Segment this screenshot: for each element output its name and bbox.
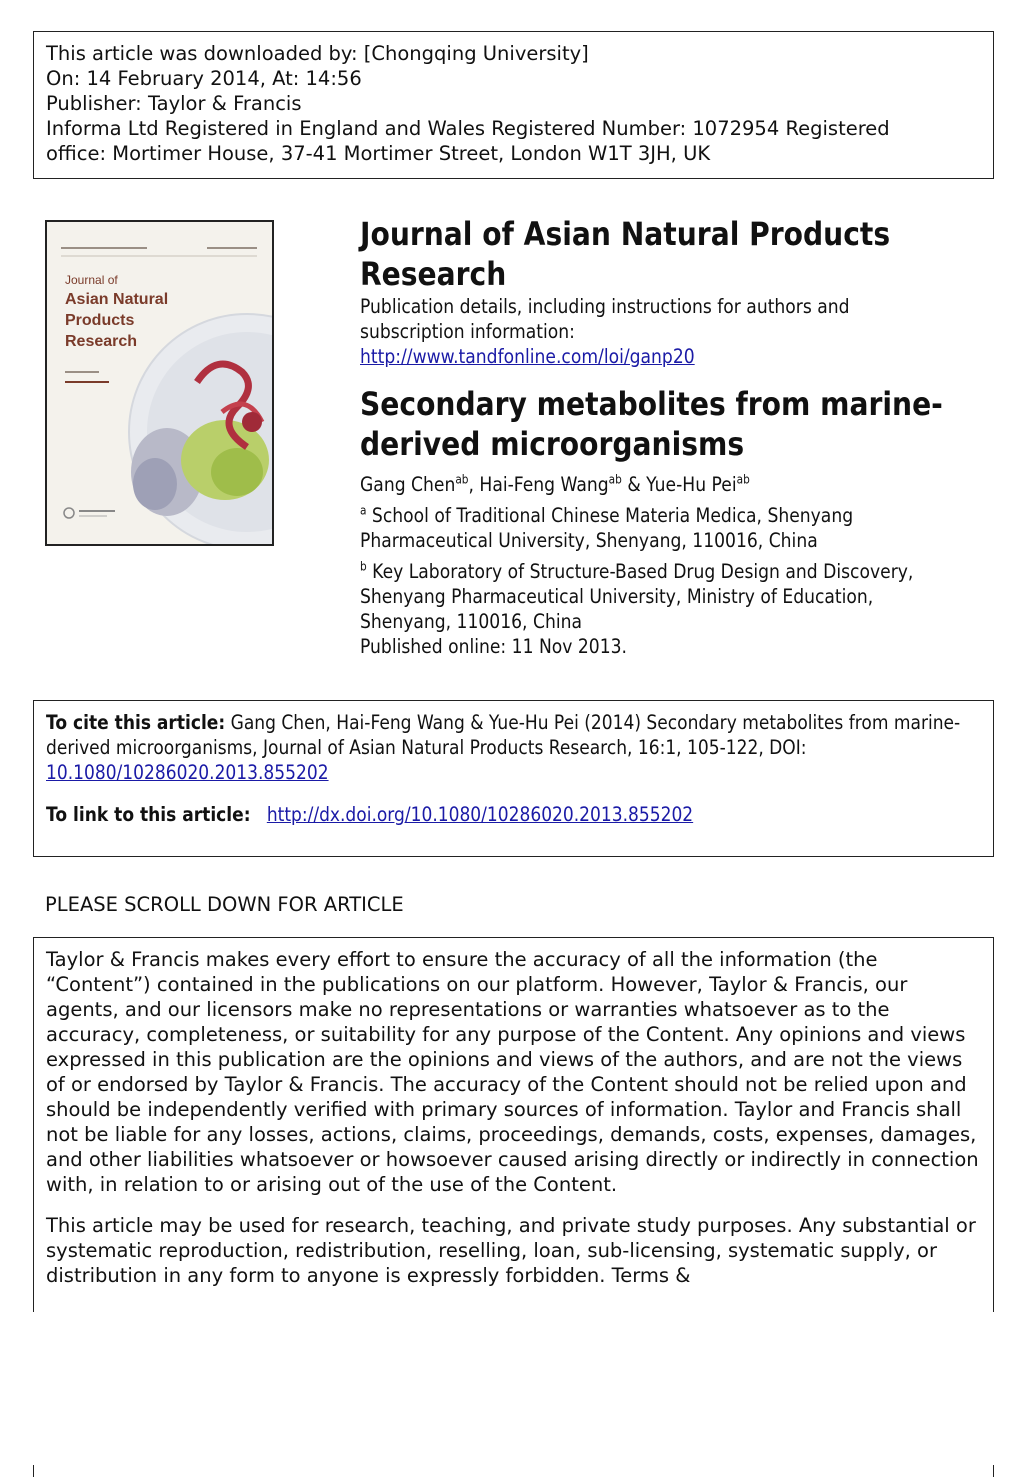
author-name[interactable]: Yue-Hu Pei <box>646 473 737 496</box>
cover-title-line-1: Journal of <box>65 273 118 287</box>
published-online-date: Published online: 11 Nov 2013. <box>360 635 628 658</box>
download-date-line: On: 14 February 2014, At: 14:56 <box>46 67 362 90</box>
journal-url-link[interactable]: http://www.tandfonline.com/loi/ganp20 <box>360 345 695 368</box>
author-affiliation-sup: ab <box>455 472 469 487</box>
doi-link[interactable]: 10.1080/10286020.2013.855202 <box>46 761 329 784</box>
download-notice-box <box>33 31 994 179</box>
affiliation-b-mark: b <box>360 559 367 574</box>
author-separator: , <box>468 473 480 496</box>
article-title-line-2: derived microorganisms <box>360 425 745 463</box>
author-name[interactable]: Hai-Feng Wang <box>479 473 609 496</box>
affiliation-a-mark: a <box>360 503 367 518</box>
page-blank-bottom <box>0 1312 1028 1465</box>
cover-title-line-4: Research <box>65 333 138 350</box>
cite-label: To cite this article: <box>46 711 226 734</box>
office-address-line: office: Mortimer House, 37-41 Mortimer Street, London W1T 3JH, UK <box>46 142 711 165</box>
cover-title-line-3: Products <box>65 312 135 329</box>
affiliation-b <box>360 559 1000 584</box>
article-doi-url-link[interactable]: http://dx.doi.org/10.1080/10286020.2013.855202 <box>266 803 694 826</box>
citation-box <box>33 700 994 857</box>
journal-info <box>360 214 1000 659</box>
cite-text: Gang Chen, Hai-Feng Wang & Yue-Hu Pei (2014) Secondary metabolites from marine-derived microorganisms, Journal of Asian Natural Products Research, 16:1, 105-122, DOI: <box>46 711 961 759</box>
journal-title-line-1: Journal of Asian Natural Products <box>360 215 891 253</box>
link-label: To link to this article: <box>46 803 251 826</box>
author-separator: & <box>621 473 647 496</box>
cover-title-line-2: Asian Natural <box>65 291 169 308</box>
registration-line: Informa Ltd Registered in England and Wales Registered Number: 1072954 Registered <box>46 117 890 140</box>
link-to-article <box>46 802 982 827</box>
affiliation-a-line-1: School of Traditional Chinese Materia Medica, Shenyang <box>366 504 854 527</box>
author-affiliation-sup: ab <box>608 472 622 487</box>
journal-title-line-2: Research <box>360 255 507 293</box>
publication-details-line-2: subscription information: <box>360 320 575 343</box>
author-name[interactable]: Gang Chen <box>360 473 456 496</box>
author-affiliation-sup: ab <box>736 472 750 487</box>
cite-this-article <box>46 710 982 785</box>
affiliation-b-line-1: Key Laboratory of Structure-Based Drug Design and Discovery, <box>366 560 914 583</box>
journal-cover-image <box>45 220 274 546</box>
scroll-down-notice: PLEASE SCROLL DOWN FOR ARTICLE <box>45 893 404 916</box>
disclaimer-paragraph-2: This article may be used for research, teaching, and private study purposes. Any substantial or systematic reproduction, redistribution, reselling, loan, sub-licensing, systematic supply, or distribution in any form to anyone is expressly forbidden. Terms & <box>46 1214 976 1287</box>
publisher-line: Publisher: Taylor & Francis <box>46 92 302 115</box>
publication-details-line-1: Publication details, including instructions for authors and <box>360 295 850 318</box>
disclaimer-paragraph-1: Taylor & Francis makes every effort to ensure the accuracy of all the information (the “Content”) contained in the publications on our platform. However, Taylor & Francis, our agents, and our licensors make no representations or warranties whatsoever as to the accuracy, completeness, or suitability for any purpose of the Content. Any opinions and views expressed in this publication are the opinions and views of the authors, and are not the views of or endorsed by Taylor & Francis. The accuracy of the Content should not be relied upon and should be independently verified with primary sources of information. Taylor and Francis shall not be liable for any losses, actions, claims, proceedings, demands, costs, expenses, damages, and other liabilities whatsoever or howsoever caused arising directly or indirectly in connection with, in relation to or arising out of the use of the Content. <box>46 948 979 1196</box>
download-notice-line: This article was downloaded by: [Chongqing University] <box>46 42 589 65</box>
affiliation-a <box>360 503 1000 528</box>
affiliation-b-line-3: Shenyang, 110016, China <box>360 610 582 633</box>
author-list <box>360 472 1000 497</box>
affiliation-b-line-2: Shenyang Pharmaceutical University, Ministry of Education, <box>360 585 874 608</box>
affiliation-a-line-2: Pharmaceutical University, Shenyang, 110016, China <box>360 529 818 552</box>
article-title-line-1: Secondary metabolites from marine- <box>360 385 943 423</box>
